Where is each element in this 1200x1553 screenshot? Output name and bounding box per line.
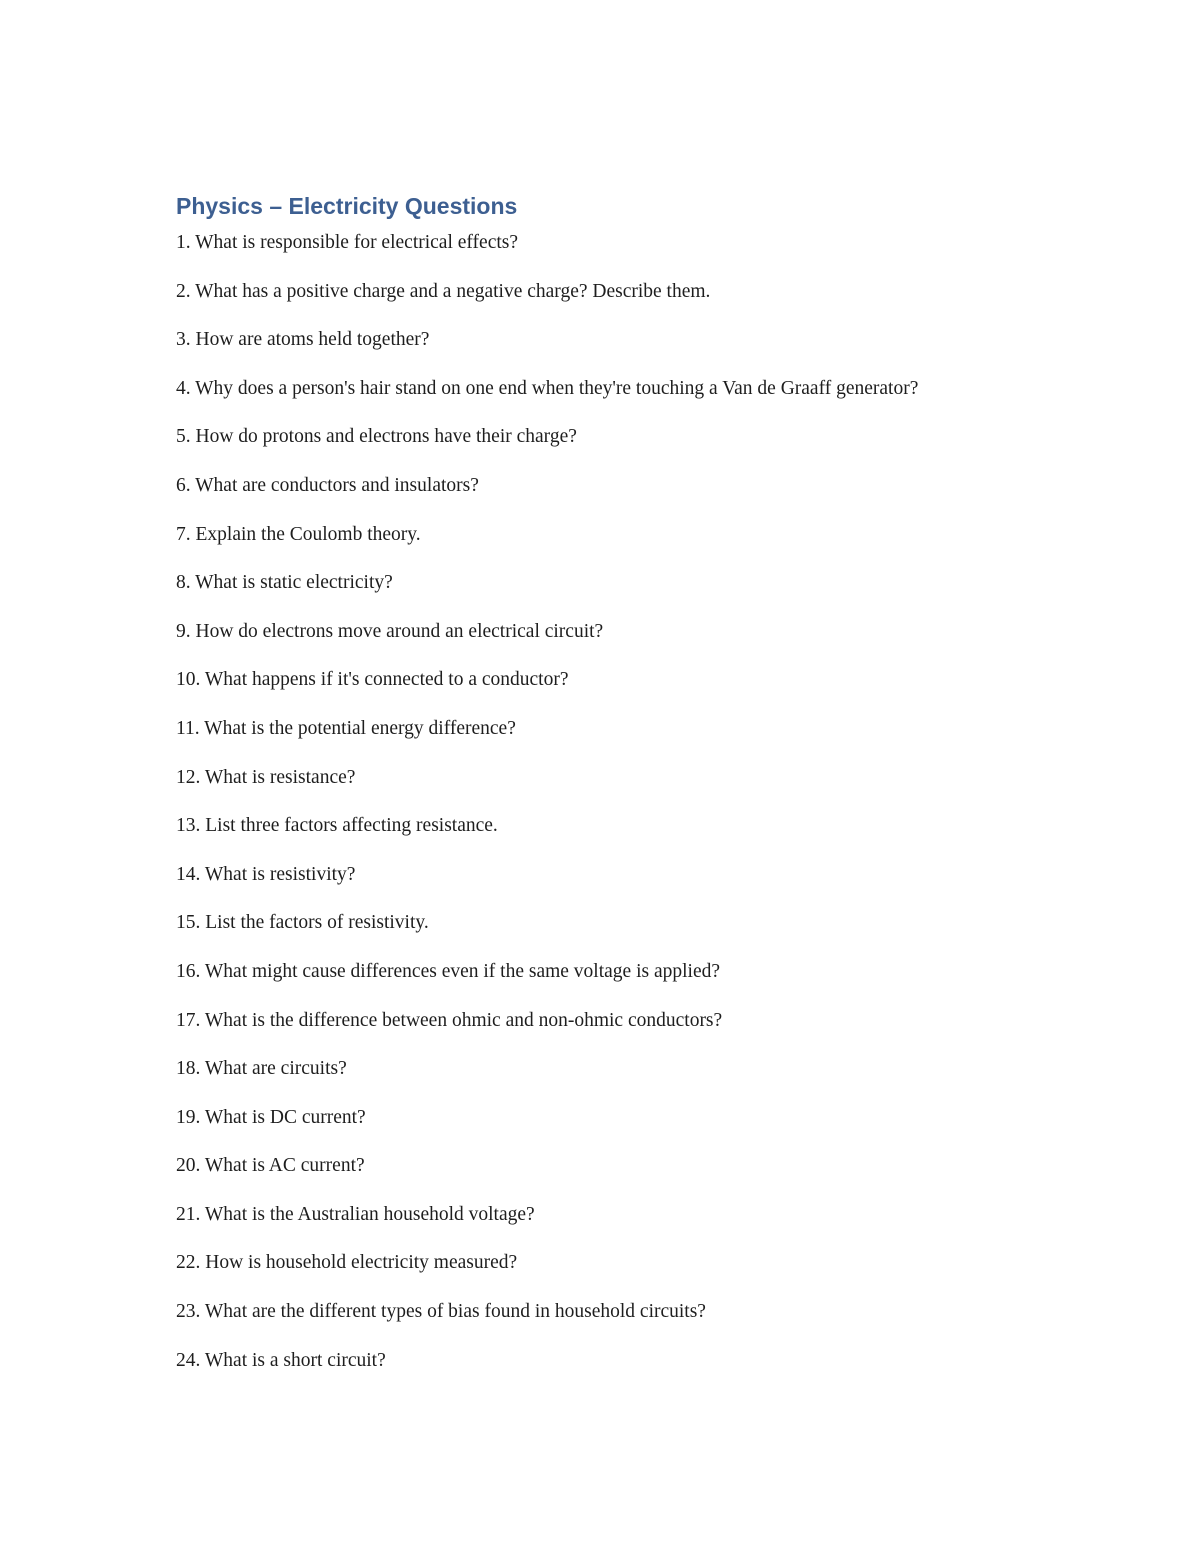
question-item: 11. What is the potential energy difference?	[176, 717, 516, 739]
question-item: 15. List the factors of resistivity.	[176, 912, 429, 934]
question-item: 10. What happens if it's connected to a conductor?	[176, 669, 569, 691]
question-item: 8. What is static electricity?	[176, 572, 393, 594]
question-item: 21. What is the Australian household voltage?	[176, 1203, 535, 1225]
question-item: 1. What is responsible for electrical effects?	[176, 232, 519, 253]
question-item: 18. What are circuits?	[176, 1058, 347, 1080]
page-title: Physics – Electricity Questions	[176, 193, 518, 219]
page-content	[176, 190, 976, 1375]
question-item: 14. What is resistivity?	[176, 863, 356, 885]
question-item: 23. What are the different types of bias found in household circuits?	[176, 1301, 706, 1323]
question-item: 20. What is AC current?	[176, 1155, 365, 1177]
question-list	[176, 228, 976, 1375]
question-item: 3. How are atoms held together?	[176, 329, 430, 351]
question-item: 13. List three factors affecting resistance.	[176, 815, 498, 837]
question-item: 19. What is DC current?	[176, 1106, 366, 1128]
question-item: 4. Why does a person's hair stand on one end when they're touching a Van de Graaff generator?	[176, 377, 919, 399]
question-item: 17. What is the difference between ohmic and non-ohmic conductors?	[176, 1009, 723, 1031]
question-item: 16. What might cause differences even if the same voltage is applied?	[176, 960, 721, 982]
question-item: 12. What is resistance?	[176, 766, 356, 788]
question-item: 6. What are conductors and insulators?	[176, 474, 479, 496]
question-item: 22. How is household electricity measured?	[176, 1252, 518, 1274]
question-item: 24. What is a short circuit?	[176, 1349, 386, 1371]
question-item: 5. How do protons and electrons have their charge?	[176, 426, 577, 448]
question-item: 7. Explain the Coulomb theory.	[176, 523, 421, 545]
question-item: 2. What has a positive charge and a negative charge? Describe them.	[176, 280, 711, 302]
question-item: 9. How do electrons move around an electrical circuit?	[176, 620, 604, 642]
